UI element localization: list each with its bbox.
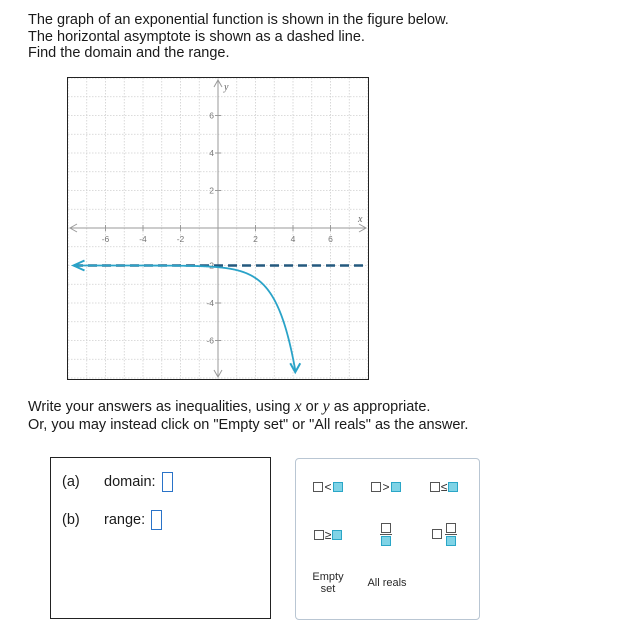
empty-set-button[interactable]: Empty set	[312, 571, 344, 595]
range-row	[62, 510, 162, 530]
range-input[interactable]	[151, 510, 162, 530]
instructions	[28, 398, 468, 434]
y-tick-label: 6	[209, 110, 214, 121]
math-palette	[295, 458, 480, 620]
x-tick-label: 2	[253, 234, 258, 244]
x-tick-label: -6	[101, 234, 110, 244]
x-tick-label: -4	[139, 234, 147, 244]
range-tag: (b)	[62, 512, 80, 528]
placeholder-box-icon	[313, 482, 323, 492]
instructions-line-2: Or, you may instead click on "Empty set" or "All reals" as the answer.	[28, 417, 469, 433]
var-x: x	[294, 398, 302, 415]
y-tick-label: -6	[206, 335, 214, 346]
x-tick-label: 4	[290, 234, 296, 244]
exponential-curve	[76, 266, 296, 371]
range-label: range:	[104, 512, 146, 528]
x-tick-label: -2	[176, 234, 185, 244]
placeholder-box-icon	[448, 482, 458, 492]
graph-panel	[67, 77, 369, 380]
answer-box	[50, 457, 271, 619]
less-or-equal-button[interactable]: ≤	[422, 477, 466, 497]
problem-prompt	[28, 12, 449, 62]
y-tick-label: 2	[209, 185, 214, 196]
x-axis-label: x	[358, 214, 363, 225]
domain-tag: (a)	[62, 474, 80, 490]
instructions-line-1: Write your answers as inequalities, using x or y as appropriate.	[28, 398, 431, 415]
y-axis-label: y	[224, 82, 229, 93]
placeholder-box-icon	[332, 530, 342, 540]
placeholder-box-icon	[333, 482, 343, 492]
fraction-button[interactable]	[364, 519, 408, 549]
placeholder-box-icon	[391, 482, 401, 492]
exponential-graph	[68, 78, 368, 379]
prompt-line-2: The horizontal asymptote is shown as a dashed line.	[28, 28, 365, 45]
domain-label: domain:	[104, 474, 156, 490]
placeholder-box-icon	[432, 529, 442, 539]
prompt-line-3: Find the domain and the range.	[28, 45, 230, 61]
greater-than-button[interactable]: >	[364, 477, 408, 497]
all-reals-button[interactable]: All reals	[367, 577, 407, 589]
less-than-button[interactable]: <	[306, 477, 350, 497]
domain-input[interactable]	[162, 472, 173, 492]
placeholder-box-icon	[430, 482, 440, 492]
y-tick-label: -2	[206, 260, 214, 271]
y-tick-label: 4	[209, 148, 214, 158]
x-tick-label: 6	[328, 234, 333, 244]
domain-row	[62, 472, 173, 492]
placeholder-box-icon	[314, 530, 324, 540]
y-tick-label: -4	[206, 298, 214, 308]
placeholder-box-icon	[371, 482, 381, 492]
prompt-line-1: The graph of an exponential function is shown in the figure below.	[28, 12, 449, 28]
fraction-icon	[445, 523, 457, 546]
var-y: y	[322, 398, 330, 415]
greater-or-equal-button[interactable]: ≥	[306, 523, 350, 547]
fraction-icon	[380, 523, 392, 546]
mixed-number-button[interactable]	[422, 519, 466, 549]
